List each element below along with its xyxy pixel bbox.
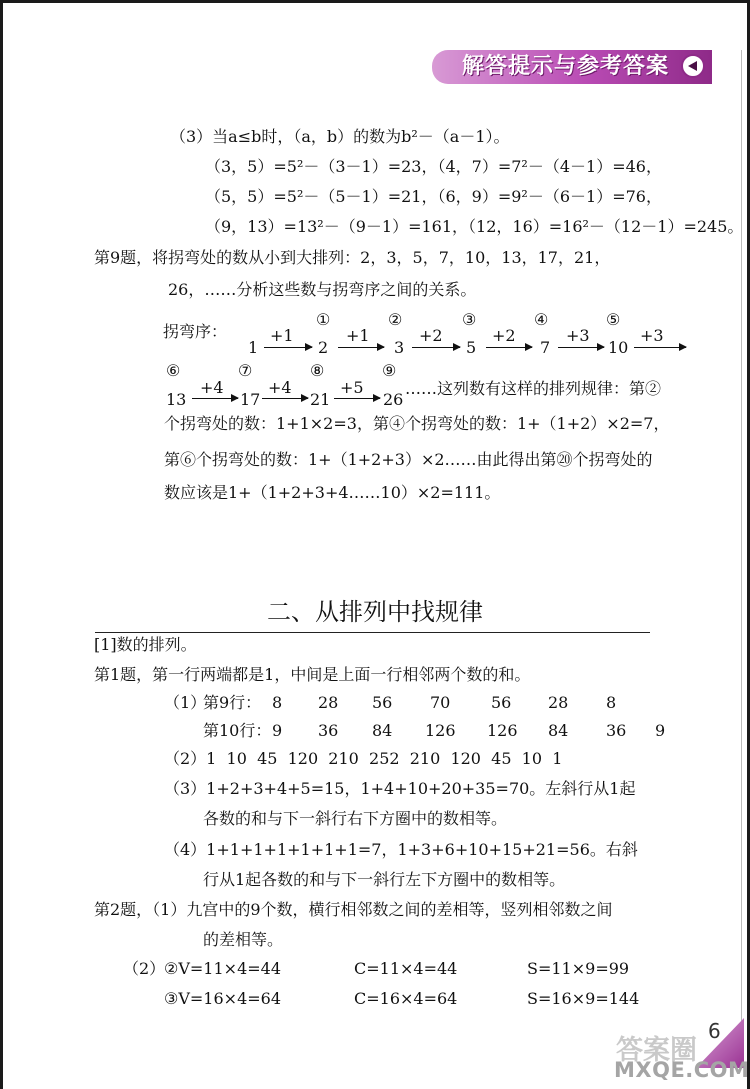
row9-value: 28 (548, 693, 569, 712)
explanation-line-2: 第⑥个拐弯处的数：1+（1+2+3）×2……由此得出第⑳个拐弯处的 (164, 450, 653, 469)
seq-op: +1 (346, 326, 370, 345)
q3-line-3: （9，13）=13²－（9－1）=161，（12，16）=16²－（12－1）=245。 (205, 217, 744, 236)
row10-value: 126 (487, 721, 518, 740)
q3-line-2: （5，5）=5²－（5－1）=21，（6，9）=9²－（6－1）=76， (205, 187, 662, 206)
seq-op: +2 (492, 326, 516, 345)
seq-number: 13 (166, 390, 187, 409)
q2-formula: S=16×9=144 (527, 989, 640, 1008)
seq-number: 21 (310, 390, 331, 409)
watermark-url: MXQE.COM (614, 1058, 750, 1082)
q2-line-1: 第2题，（1）九宫中的9个数，横行相邻数之间的差相等，竖列相邻数之间 (94, 900, 613, 919)
q3-line-1: （3，5）=5²－（3－1）=23，（4，7）=7²－（4－1）=46， (205, 157, 662, 176)
seq-op: +3 (566, 326, 590, 345)
seq-arrow (264, 347, 312, 348)
q9-line-2: 26，……分析这些数与拐弯序之间的关系。 (168, 280, 477, 299)
seq-op: +4 (268, 378, 292, 397)
page-top-border (0, 0, 750, 3)
seq-circle: ⑧ (310, 361, 325, 380)
row9-value: 8 (606, 693, 617, 712)
page-number: 6 (708, 1019, 721, 1043)
page-left-border (0, 0, 3, 1089)
q3-intro: （3）当a≤b时，（a，b）的数为b²－（a－1）。 (170, 127, 510, 146)
seq-circle: ③ (462, 310, 477, 329)
seq-arrow (412, 347, 460, 348)
seq-circle: ⑤ (606, 310, 621, 329)
seq-number: 26 (383, 390, 404, 409)
row10-value: 84 (372, 721, 393, 740)
seq-number: 10 (608, 338, 629, 357)
q1-part3-line-1: （3）1+2+3+4+5=15，1+4+10+20+35=70。左斜行从1起 (164, 779, 636, 798)
seq-op: +5 (340, 378, 364, 397)
seq-circle: ⑦ (238, 361, 253, 380)
seq-number: 7 (540, 338, 551, 357)
row9-value: 70 (430, 693, 451, 712)
row10-value: 9 (655, 721, 666, 740)
seq-op: +1 (270, 326, 294, 345)
seq-circle: ① (316, 310, 331, 329)
row9-value: 8 (272, 693, 283, 712)
row10-value: 126 (425, 721, 456, 740)
row10-value: 36 (318, 721, 339, 740)
seq-number: 2 (318, 338, 329, 357)
seq-number: 3 (394, 338, 405, 357)
q1-part4-line-2: 行从1起各数的和与下一斜行左下方圈中的数相等。 (203, 870, 566, 889)
seq-arrow (634, 347, 686, 348)
q1-part4-line-1: （4）1+1+1+1+1+1+1=7，1+3+6+10+15+21=56。右斜 (164, 840, 638, 859)
seq-number: 17 (240, 390, 261, 409)
row9-value: 28 (318, 693, 339, 712)
q2-line-2: 的差相等。 (203, 930, 284, 949)
seq-arrow (262, 398, 308, 399)
seq-op: +3 (640, 326, 664, 345)
seq-circle: ⑥ (166, 361, 181, 380)
back-arrow-icon (681, 54, 705, 78)
seq-arrow (338, 347, 384, 348)
watermark-text: 答案圈 (616, 1035, 697, 1066)
seq-arrow (558, 347, 604, 348)
q2-formula: C=16×4=64 (354, 989, 458, 1008)
q2-formula: ③V=16×4=64 (164, 989, 282, 1008)
row10-value: 36 (606, 721, 627, 740)
seq-op: +4 (200, 378, 224, 397)
q1-part2: （2）1 10 45 120 210 252 210 120 45 10 1 (164, 749, 563, 768)
explanation-line-1: 个拐弯处的数：1+1×2=3，第④个拐弯处的数：1+（1+2）×2=7， (164, 414, 670, 433)
sub-heading: [1]数的排列。 (94, 635, 197, 654)
seq-circle: ④ (534, 310, 549, 329)
row10-label: 第10行： (203, 721, 272, 740)
seq-op: +2 (419, 326, 443, 345)
section-title: 二、从排列中找规律 (267, 598, 483, 626)
row9-value: 56 (491, 693, 512, 712)
explanation-line-3: 数应该是1+（1+2+3+4……10）×2=111。 (164, 483, 501, 502)
q1-part3-line-2: 各数的和与下一斜行右下方圈中的数相等。 (203, 809, 508, 828)
q2-part2-prefix: （2） (123, 959, 166, 978)
seq-arrow (486, 347, 532, 348)
q2-formula: ②V=11×4=44 (164, 959, 282, 978)
section-rule (95, 632, 650, 633)
q2-formula: S=11×9=99 (527, 959, 630, 978)
seq-arrow (192, 398, 238, 399)
q2-formula: C=11×4=44 (354, 959, 458, 978)
header-title: 解答提示与参考答案 (462, 54, 670, 79)
seq-circle: ⑨ (382, 361, 397, 380)
row9-value: 56 (372, 693, 393, 712)
q1-part1-prefix: （1） (164, 693, 207, 712)
page-right-rule (741, 50, 742, 1050)
row10-value: 84 (548, 721, 569, 740)
seq-number: 5 (466, 338, 477, 357)
seq-arrow (334, 398, 380, 399)
watermark-logo (612, 1028, 750, 1086)
seq-circle: ② (388, 310, 403, 329)
turn-sequence-label: 拐弯序： (163, 322, 228, 341)
seq-number: 1 (248, 338, 259, 357)
q9-line-1: 第9题，将拐弯处的数从小到大排列：2，3，5，7，10，13，17，21， (94, 248, 611, 267)
row9-label: 第9行： (203, 693, 262, 712)
pattern-sentence-start: ……这列数有这样的排列规律：第② (405, 379, 662, 398)
row10-value: 9 (272, 721, 283, 740)
q1-line-1: 第1题，第一行两端都是1，中间是上面一行相邻两个数的和。 (94, 665, 531, 684)
